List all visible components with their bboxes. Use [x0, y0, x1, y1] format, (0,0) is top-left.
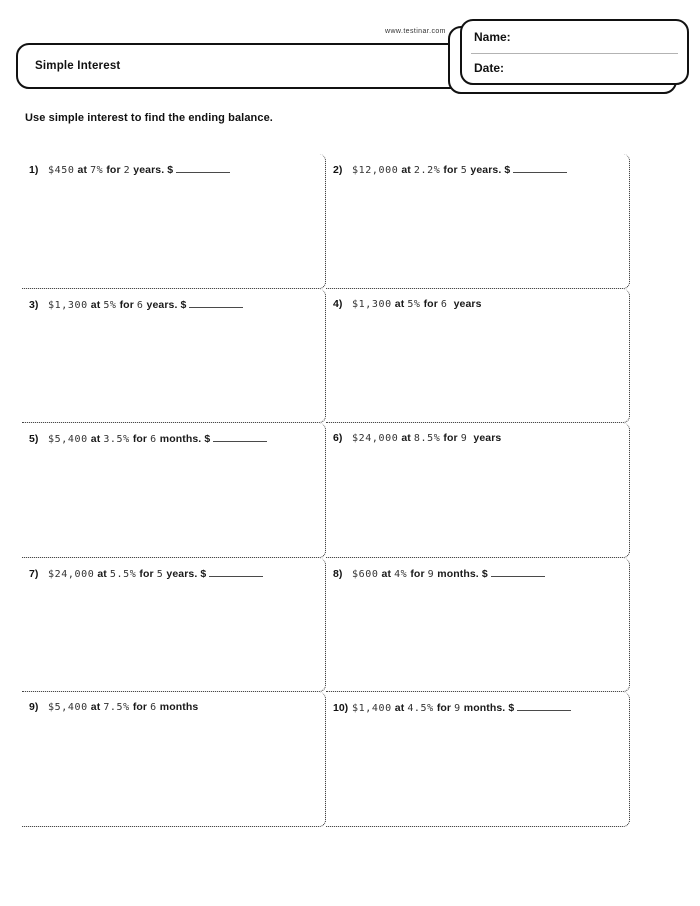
problem-line: [29, 701, 321, 714]
problem-line: [29, 567, 321, 581]
answer-blank[interactable]: [517, 701, 571, 711]
problem-number: 2): [333, 164, 343, 176]
date-label: Date:: [474, 61, 505, 75]
problem-text: $5,400 at 3.5% for 6 months. $: [48, 433, 211, 446]
problem-number: 9): [29, 701, 39, 714]
problem-number: 3): [29, 298, 39, 311]
name-label: Name:: [474, 30, 511, 44]
problem-line: [29, 163, 321, 177]
answer-blank[interactable]: [491, 567, 545, 577]
problem-text: $1,300 at 5% for 6 years. $: [48, 298, 187, 311]
problem-line: [333, 567, 625, 581]
problems-grid: [22, 154, 630, 827]
instruction-text: Use simple interest to find the ending balance.: [25, 112, 273, 124]
problem-cell: [22, 154, 326, 289]
problem-line: [333, 432, 625, 445]
problem-cell: [22, 289, 326, 424]
problem-number: 7): [29, 567, 39, 580]
answer-blank[interactable]: [213, 432, 267, 442]
problem-text: $1,300 at 5% for 6 years: [352, 297, 482, 310]
problem-line: [29, 298, 321, 312]
problem-line: [333, 298, 625, 311]
problem-line: [333, 701, 625, 715]
problem-text: $450 at 7% for 2 years. $: [48, 164, 174, 176]
answer-blank[interactable]: [189, 298, 243, 308]
name-input-line[interactable]: [471, 53, 678, 54]
problem-number: 6): [333, 432, 343, 445]
problem-cell: [326, 154, 630, 289]
problem-cell: [22, 423, 326, 558]
problem-cell: [326, 423, 630, 558]
problem-cell: [22, 692, 326, 827]
answer-blank[interactable]: [176, 163, 230, 173]
problem-line: [333, 163, 625, 177]
worksheet-title: Simple Interest: [35, 60, 121, 72]
problem-text: $24,000 at 8.5% for 9 years: [352, 432, 502, 445]
answer-blank[interactable]: [209, 567, 263, 577]
problem-cell: [326, 558, 630, 693]
problem-number: 1): [29, 164, 39, 176]
problem-number: 4): [333, 297, 343, 310]
problem-number: 8): [333, 567, 343, 580]
problem-text: $5,400 at 7.5% for 6 months: [48, 701, 199, 714]
problem-text: $24,000 at 5.5% for 5 years. $: [48, 567, 207, 580]
name-date-card: [460, 19, 689, 85]
answer-blank[interactable]: [513, 163, 567, 173]
problem-text: $12,000 at 2.2% for 5 years. $: [352, 164, 511, 176]
problem-text: $1,400 at 4.5% for 9 months. $: [352, 702, 515, 715]
problem-cell: [22, 558, 326, 693]
problem-cell: [326, 289, 630, 424]
problem-line: [29, 432, 321, 446]
problem-number: 5): [29, 433, 39, 446]
problem-cell: [326, 692, 630, 827]
site-url: www.testinar.com: [385, 28, 446, 35]
problem-number: 10): [333, 702, 349, 715]
problem-text: $600 at 4% for 9 months. $: [352, 567, 488, 580]
